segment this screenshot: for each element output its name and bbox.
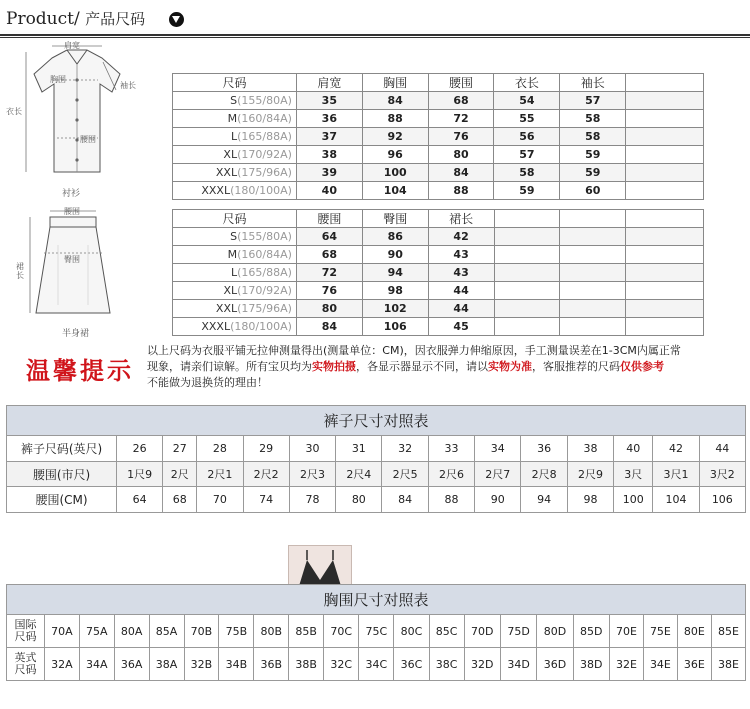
size-cell xyxy=(173,110,297,128)
table-cell: 80A xyxy=(114,615,149,648)
table-cell: 85C xyxy=(429,615,464,648)
table-cell: 36 xyxy=(296,110,362,128)
column-header xyxy=(626,210,704,228)
column-header: 尺码 xyxy=(173,210,297,228)
column-header: 胸围 xyxy=(362,74,428,92)
size-cell xyxy=(173,318,297,336)
size-code: S xyxy=(230,230,238,243)
size-spec: (175/96A) xyxy=(237,302,292,315)
shirt-length-label: 衣长 xyxy=(6,107,22,116)
size-spec: (165/88A) xyxy=(237,266,292,279)
table-cell: 88 xyxy=(428,487,474,513)
table-cell: 42 xyxy=(653,436,699,462)
size-code: XL xyxy=(223,148,238,161)
table-cell: 36C xyxy=(394,648,429,681)
table-cell: 70 xyxy=(197,487,243,513)
pants-table-title: 裤子尺寸对照表 xyxy=(7,406,746,436)
note-text: 现象，请亲们谅解。所有宝贝均为 xyxy=(147,360,312,373)
table-cell: 32B xyxy=(184,648,219,681)
table-cell: 38B xyxy=(289,648,324,681)
size-cell xyxy=(173,128,297,146)
size-code: M xyxy=(227,112,238,125)
table-cell: 58 xyxy=(560,110,626,128)
table-cell: 36A xyxy=(114,648,149,681)
skirt-size-table xyxy=(172,209,704,336)
pants-size-table xyxy=(6,405,746,513)
size-code: XXL xyxy=(215,302,238,315)
size-spec: (165/88A) xyxy=(237,130,292,143)
table-cell: 43 xyxy=(428,246,494,264)
table-cell: 3尺 xyxy=(614,462,653,487)
table-cell: 44 xyxy=(428,282,494,300)
table-row xyxy=(173,318,704,336)
table-cell: 70E xyxy=(609,615,643,648)
table-row xyxy=(173,164,704,182)
table-cell: 58 xyxy=(494,164,560,182)
size-spec: (155/80A) xyxy=(237,94,292,107)
table-cell: 32D xyxy=(464,648,500,681)
size-code: L xyxy=(230,266,238,279)
size-code: XXL xyxy=(215,166,238,179)
shirt-chest-label: 胸围 xyxy=(50,75,66,84)
column-header xyxy=(560,210,626,228)
note-text: ，客服推荐的尺码 xyxy=(532,360,620,373)
shirt-name-label: 衬衫 xyxy=(62,189,81,199)
table-cell: 80 xyxy=(428,146,494,164)
table-cell: 78 xyxy=(289,487,335,513)
table-cell: 98 xyxy=(362,282,428,300)
empty-cell xyxy=(560,318,626,336)
table-cell: 33 xyxy=(428,436,474,462)
table-cell: 44 xyxy=(428,300,494,318)
table-cell: 38D xyxy=(573,648,609,681)
table-cell: 2尺4 xyxy=(336,462,382,487)
column-header: 裙长 xyxy=(428,210,494,228)
table-cell: 38A xyxy=(149,648,184,681)
shirt-size-table xyxy=(172,73,704,200)
empty-cell xyxy=(626,318,704,336)
table-cell: 57 xyxy=(560,92,626,110)
table-cell: 100 xyxy=(614,487,653,513)
table-cell: 2尺6 xyxy=(428,462,474,487)
table-cell: 32C xyxy=(324,648,359,681)
table-row xyxy=(173,146,704,164)
table-cell: 72 xyxy=(296,264,362,282)
table-cell: 36E xyxy=(677,648,711,681)
table-cell: 72 xyxy=(428,110,494,128)
empty-cell xyxy=(560,300,626,318)
row-label: 裤子尺码(英尺) xyxy=(7,436,117,462)
table-cell: 59 xyxy=(494,182,560,200)
table-cell: 3尺2 xyxy=(699,462,745,487)
table-cell: 27 xyxy=(163,436,197,462)
table-cell: 45 xyxy=(428,318,494,336)
skirt-hip-label: 臀围 xyxy=(64,255,80,264)
table-cell: 38C xyxy=(429,648,464,681)
table-cell: 3尺1 xyxy=(653,462,699,487)
shirt-sleeve-label: 袖长 xyxy=(120,81,136,90)
table-cell: 2尺9 xyxy=(567,462,613,487)
bra-table-title: 胸围尺寸对照表 xyxy=(7,585,746,615)
size-code: XXXL xyxy=(201,184,231,197)
table-cell: 36 xyxy=(521,436,567,462)
table-cell: 96 xyxy=(362,146,428,164)
table-cell: 32A xyxy=(45,648,80,681)
bra-size-table xyxy=(6,584,746,681)
table-cell: 70C xyxy=(324,615,359,648)
empty-cell xyxy=(626,110,704,128)
table-cell: 64 xyxy=(296,228,362,246)
table-cell: 75C xyxy=(359,615,394,648)
size-code: XXXL xyxy=(201,320,231,333)
size-cell xyxy=(173,228,297,246)
table-cell: 26 xyxy=(117,436,163,462)
table-row xyxy=(7,462,746,487)
table-cell: 68 xyxy=(428,92,494,110)
shirt-waist-label: 腰围 xyxy=(80,135,96,144)
table-cell: 57 xyxy=(494,146,560,164)
table-cell: 75D xyxy=(500,615,536,648)
table-row xyxy=(7,615,746,648)
empty-cell xyxy=(626,182,704,200)
empty-cell xyxy=(494,300,560,318)
table-cell: 64 xyxy=(117,487,163,513)
table-cell: 38 xyxy=(296,146,362,164)
size-cell xyxy=(173,92,297,110)
table-cell: 42 xyxy=(428,228,494,246)
table-row xyxy=(173,182,704,200)
note-line: 不能做为退换货的理由！ xyxy=(147,376,268,389)
table-cell: 92 xyxy=(362,128,428,146)
table-cell: 38 xyxy=(567,436,613,462)
size-cell xyxy=(173,182,297,200)
size-spec: (160/84A) xyxy=(237,248,292,261)
row-label: 腰围(市尺) xyxy=(7,462,117,487)
row-label: 腰围(CM) xyxy=(7,487,117,513)
table-cell: 85D xyxy=(573,615,609,648)
table-cell: 40 xyxy=(614,436,653,462)
size-spec: (175/96A) xyxy=(237,166,292,179)
table-cell: 2尺1 xyxy=(197,462,243,487)
size-code: M xyxy=(227,248,238,261)
table-cell: 40 xyxy=(296,182,362,200)
size-code: XL xyxy=(223,284,238,297)
empty-cell xyxy=(560,246,626,264)
table-cell: 36B xyxy=(254,648,289,681)
page-header xyxy=(0,0,750,38)
note-line: 以上尺码为衣服平铺无拉伸测量得出(测量单位：CM)，因衣服弹力伸缩原因，手工测量误差在1-3CM内属正常 xyxy=(147,344,681,357)
header-title-en: Product/ xyxy=(6,9,80,29)
table-cell: 55 xyxy=(494,110,560,128)
table-cell: 84 xyxy=(362,92,428,110)
table-cell: 86 xyxy=(362,228,428,246)
table-cell: 56 xyxy=(494,128,560,146)
table-cell: 106 xyxy=(699,487,745,513)
empty-cell xyxy=(626,264,704,282)
table-cell: 106 xyxy=(362,318,428,336)
note-line xyxy=(147,359,727,375)
table-cell: 31 xyxy=(336,436,382,462)
table-cell: 37 xyxy=(296,128,362,146)
table-cell: 34C xyxy=(359,648,394,681)
table-cell: 34B xyxy=(219,648,254,681)
table-cell: 2尺 xyxy=(163,462,197,487)
empty-cell xyxy=(626,300,704,318)
table-row xyxy=(173,264,704,282)
table-row xyxy=(7,436,746,462)
table-cell: 30 xyxy=(289,436,335,462)
skirt-name-label: 半身裙 xyxy=(62,329,90,339)
warm-reminder-title: 温馨提示 xyxy=(26,357,134,385)
table-cell: 70A xyxy=(45,615,80,648)
empty-cell xyxy=(626,228,704,246)
table-cell: 94 xyxy=(362,264,428,282)
empty-cell xyxy=(494,282,560,300)
table-cell: 34A xyxy=(79,648,114,681)
table-cell: 70D xyxy=(464,615,500,648)
table-cell: 2尺3 xyxy=(289,462,335,487)
shirt-diagram xyxy=(0,40,150,195)
size-cell xyxy=(173,164,297,182)
table-cell: 80B xyxy=(254,615,289,648)
size-cell xyxy=(173,264,297,282)
chevron-down-icon xyxy=(169,12,184,27)
table-cell: 104 xyxy=(653,487,699,513)
table-cell: 28 xyxy=(197,436,243,462)
table-cell: 90 xyxy=(475,487,521,513)
empty-cell xyxy=(560,282,626,300)
table-cell: 88 xyxy=(362,110,428,128)
note-highlight: 仅供参考 xyxy=(620,360,664,373)
size-spec: (180/100A) xyxy=(230,184,292,197)
table-cell: 74 xyxy=(243,487,289,513)
table-header-row xyxy=(173,74,704,92)
column-header: 衣长 xyxy=(494,74,560,92)
column-header: 肩宽 xyxy=(296,74,362,92)
table-cell: 60 xyxy=(560,182,626,200)
table-row xyxy=(7,648,746,681)
empty-cell xyxy=(626,146,704,164)
column-header: 腰围 xyxy=(296,210,362,228)
table-cell: 32 xyxy=(382,436,428,462)
table-cell: 75B xyxy=(219,615,254,648)
row-label: 英式尺码 xyxy=(7,648,45,681)
table-cell: 2尺7 xyxy=(475,462,521,487)
empty-cell xyxy=(494,246,560,264)
size-spec: (155/80A) xyxy=(237,230,292,243)
table-row xyxy=(173,128,704,146)
table-cell: 98 xyxy=(567,487,613,513)
table-cell: 85B xyxy=(289,615,324,648)
empty-cell xyxy=(626,246,704,264)
table-cell: 34E xyxy=(643,648,677,681)
table-cell: 84 xyxy=(296,318,362,336)
empty-cell xyxy=(560,264,626,282)
size-code: L xyxy=(230,130,238,143)
table-cell: 34D xyxy=(500,648,536,681)
table-cell: 43 xyxy=(428,264,494,282)
column-header xyxy=(626,74,704,92)
table-cell: 80E xyxy=(677,615,711,648)
table-cell: 70B xyxy=(184,615,219,648)
table-cell: 80 xyxy=(336,487,382,513)
note-highlight: 实物拍摄 xyxy=(312,360,356,373)
table-cell: 68 xyxy=(296,246,362,264)
table-cell: 2尺8 xyxy=(521,462,567,487)
table-cell: 80D xyxy=(537,615,573,648)
note-text: ，各显示器显示不同，请以 xyxy=(356,360,488,373)
size-spec: (160/84A) xyxy=(237,112,292,125)
skirt-length-label: 裙长 xyxy=(16,262,24,280)
size-spec: (170/92A) xyxy=(237,148,292,161)
table-row xyxy=(173,282,704,300)
table-cell: 29 xyxy=(243,436,289,462)
table-cell: 32E xyxy=(609,648,643,681)
table-cell: 35 xyxy=(296,92,362,110)
table-row xyxy=(173,110,704,128)
size-spec: (180/100A) xyxy=(230,320,292,333)
table-cell: 75E xyxy=(643,615,677,648)
column-header: 尺码 xyxy=(173,74,297,92)
table-cell: 76 xyxy=(428,128,494,146)
note-highlight: 实物为准 xyxy=(488,360,532,373)
table-row xyxy=(173,246,704,264)
table-row xyxy=(7,487,746,513)
table-cell: 85A xyxy=(149,615,184,648)
column-header xyxy=(494,210,560,228)
size-cell xyxy=(173,246,297,264)
table-cell: 2尺5 xyxy=(382,462,428,487)
table-cell: 80 xyxy=(296,300,362,318)
header-title xyxy=(6,8,145,29)
table-header-row xyxy=(173,210,704,228)
column-header: 臀围 xyxy=(362,210,428,228)
size-note xyxy=(147,343,727,391)
table-cell: 68 xyxy=(163,487,197,513)
empty-cell xyxy=(494,228,560,246)
table-cell: 1尺9 xyxy=(117,462,163,487)
table-cell: 102 xyxy=(362,300,428,318)
table-cell: 88 xyxy=(428,182,494,200)
table-cell: 80C xyxy=(394,615,429,648)
table-row xyxy=(173,300,704,318)
header-divider xyxy=(0,34,750,38)
table-cell: 90 xyxy=(362,246,428,264)
skirt-waist-label: 腰围 xyxy=(64,207,80,216)
size-cell xyxy=(173,146,297,164)
table-row xyxy=(173,228,704,246)
table-cell: 54 xyxy=(494,92,560,110)
empty-cell xyxy=(494,318,560,336)
column-header: 袖长 xyxy=(560,74,626,92)
table-cell: 85E xyxy=(711,615,745,648)
row-label: 国际尺码 xyxy=(7,615,45,648)
empty-cell xyxy=(626,282,704,300)
table-cell: 34 xyxy=(475,436,521,462)
table-cell: 84 xyxy=(428,164,494,182)
table-cell: 2尺2 xyxy=(243,462,289,487)
empty-cell xyxy=(560,228,626,246)
table-cell: 94 xyxy=(521,487,567,513)
table-cell: 58 xyxy=(560,128,626,146)
shirt-shoulder-label: 肩宽 xyxy=(64,41,80,50)
column-header: 腰围 xyxy=(428,74,494,92)
size-cell xyxy=(173,300,297,318)
table-cell: 59 xyxy=(560,146,626,164)
table-cell: 84 xyxy=(382,487,428,513)
table-cell: 36D xyxy=(537,648,573,681)
table-row xyxy=(173,92,704,110)
empty-cell xyxy=(626,128,704,146)
size-code: S xyxy=(230,94,238,107)
table-cell: 44 xyxy=(699,436,745,462)
table-cell: 39 xyxy=(296,164,362,182)
empty-cell xyxy=(494,264,560,282)
table-cell: 76 xyxy=(296,282,362,300)
table-cell: 100 xyxy=(362,164,428,182)
table-cell: 75A xyxy=(79,615,114,648)
header-title-cn: 产品尺码 xyxy=(85,10,146,28)
empty-cell xyxy=(626,164,704,182)
table-cell: 38E xyxy=(711,648,745,681)
table-cell: 59 xyxy=(560,164,626,182)
size-cell xyxy=(173,282,297,300)
empty-cell xyxy=(626,92,704,110)
table-cell: 104 xyxy=(362,182,428,200)
size-spec: (170/92A) xyxy=(237,284,292,297)
